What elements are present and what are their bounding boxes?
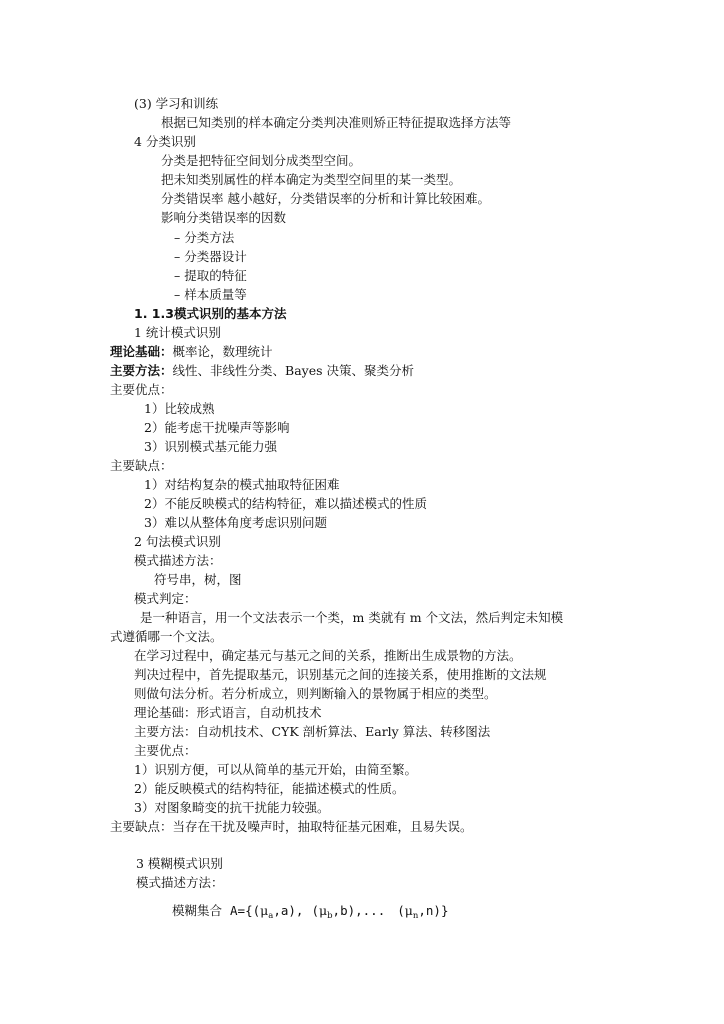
subscript-a: a [268, 911, 274, 921]
formula-term-a: ,a), [273, 903, 304, 918]
list-item: – 分类器设计 [174, 249, 247, 264]
formula-lhs: A={( [230, 903, 261, 918]
disadvantages-line: 主要缺点：当存在干扰及噪声时，抽取特征基元困难，且易失误。 [110, 819, 473, 834]
list-item: 1）对结构复杂的模式抽取特征困难 [144, 477, 340, 492]
subscript-n: n [412, 911, 419, 921]
list-item: 1）比较成熟 [144, 401, 215, 416]
paragraph-line: 影响分类错误率的因数 [161, 210, 287, 225]
list-item: 3）对图象畸变的抗干扰能力较强。 [134, 800, 330, 815]
paragraph-line: 分类是把特征空间划分成类型空间。 [161, 153, 362, 168]
formula-open-n: ( [397, 903, 405, 918]
paragraph-line: 模式描述方法： [134, 553, 222, 568]
list-item: – 样本质量等 [174, 287, 247, 302]
paragraph-line: 式遵循哪一个文法。 [110, 629, 223, 644]
formula-term-n: ,n)} [418, 903, 449, 918]
formula-open-b: ( [311, 903, 319, 918]
label: 主要方法： [110, 363, 173, 378]
formula-label: 模糊集合 [172, 903, 223, 918]
paragraph-line: 根据已知类别的样本确定分类判决准则矫正特征提取选择方法等 [161, 115, 512, 130]
list-item: 2）不能反映模式的结构特征，难以描述模式的性质 [144, 496, 427, 511]
section-title: 1. 1.3模式识别的基本方法 [134, 306, 287, 321]
mu-symbol: μ [260, 903, 269, 918]
list-item: – 提取的特征 [174, 268, 247, 283]
paragraph-line: 则做句法分析。若分析成立，则判断输入的景物属于相应的类型。 [134, 686, 497, 701]
formula-term-b: ,b),... [332, 903, 386, 918]
list-item: 3）识别模式基元能力强 [144, 439, 277, 454]
paragraph-line: 模式判定： [134, 591, 197, 606]
value: 概率论，数理统计 [172, 344, 273, 359]
paragraph-line: 把未知类别属性的样本确定为类型空间里的某一类型。 [161, 172, 462, 187]
step-4-heading: 4 分类识别 [134, 134, 196, 149]
list-item: 2）能反映模式的结构特征，能描述模式的性质。 [134, 781, 405, 796]
list-item: 3）难以从整体角度考虑识别问题 [144, 515, 327, 530]
paragraph-line: 符号串，树，图 [154, 572, 242, 587]
list-item: 2）能考虑干扰噪声等影响 [144, 420, 290, 435]
paragraph-line: 分类错误率 越小越好，分类错误率的分析和计算比较困难。 [161, 191, 490, 206]
list-item: – 分类方法 [174, 230, 235, 245]
label: 理论基础： [110, 344, 173, 359]
step-3-heading: (3) 学习和训练 [134, 96, 219, 111]
main-methods-line [110, 362, 414, 380]
paragraph-line: 理论基础：形式语言，自动机技术 [134, 705, 322, 720]
disadvantages-heading: 主要缺点： [110, 458, 173, 473]
paragraph-line: 是一种语言，用一个文法表示一个类，m 类就有 m 个文法，然后判定未知模 [140, 610, 564, 625]
advantages-heading: 主要优点： [134, 743, 197, 758]
subsection-heading: 3 模糊模式识别 [136, 856, 223, 871]
mu-symbol: μ [318, 903, 328, 918]
paragraph-line: 模式描述方法： [136, 875, 224, 890]
advantages-heading: 主要优点： [110, 382, 173, 397]
list-item: 1）识别方便，可以从简单的基元开始，由简至繁。 [134, 762, 417, 777]
paragraph-line: 在学习过程中，确定基元与基元之间的关系，推断出生成景物的方法。 [134, 648, 522, 663]
subscript-b: b [327, 911, 333, 921]
subsection-heading: 2 句法模式识别 [134, 534, 221, 549]
value: 线性、非线性分类、Bayes 决策、聚类分析 [172, 363, 415, 378]
paragraph-line: 主要方法：自动机技术、CYK 剖析算法、Early 算法、转移图法 [134, 724, 491, 739]
fuzzy-set-formula [172, 902, 448, 920]
mu-symbol: μ [404, 903, 413, 918]
theory-basis-line [110, 343, 273, 361]
paragraph-line: 判决过程中，首先提取基元，识别基元之间的连接关系，使用推断的文法规 [134, 667, 547, 682]
subsection-heading: 1 统计模式识别 [134, 325, 221, 340]
